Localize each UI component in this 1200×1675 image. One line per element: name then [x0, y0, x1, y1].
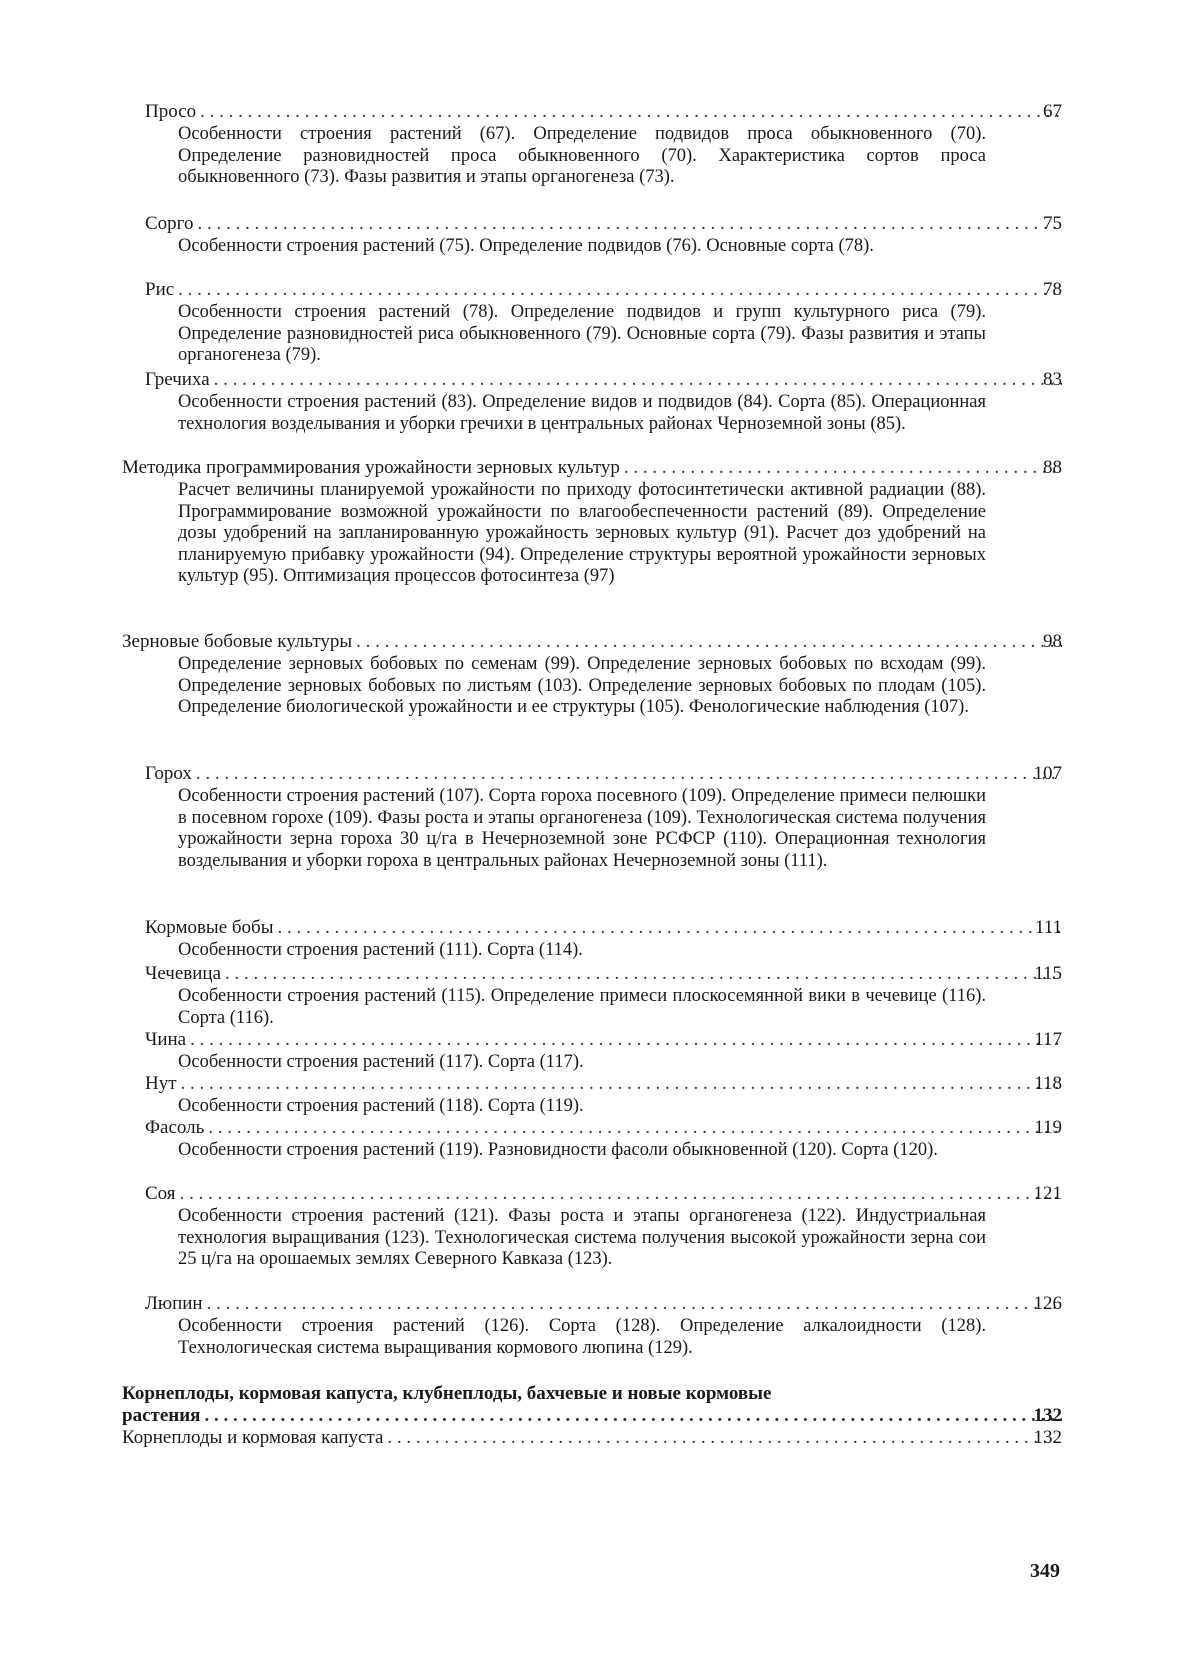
toc-entry[interactable]	[145, 916, 1062, 940]
entry-title: Чечевица	[145, 963, 222, 984]
entry-page: 78	[1043, 279, 1062, 300]
entry-page: 67	[1043, 101, 1062, 122]
entry-title: Просо	[145, 101, 197, 122]
entry-page: 111	[1034, 917, 1062, 938]
entry-description: Особенности строения растений (75). Определение подвидов (76). Основные сорта (78).	[178, 236, 874, 256]
dot-leader	[200, 100, 1062, 124]
toc-entry[interactable]	[145, 762, 1062, 786]
toc-entry[interactable]	[145, 1072, 1062, 1096]
entry-description: Особенности строения растений (126). Сорта (128). Определение алкалоидности (128). Технологическая система выращивания кормового люпина (129).	[178, 1316, 986, 1358]
dot-leader	[207, 1292, 1062, 1316]
toc-entry[interactable]	[122, 1426, 1062, 1450]
dot-leader	[190, 1028, 1062, 1052]
entry-title: Зерновые бобовые культуры	[122, 631, 353, 652]
entry-page: 132	[1033, 1427, 1062, 1448]
toc-entry[interactable]	[145, 212, 1062, 236]
entry-page: 117	[1034, 1029, 1062, 1050]
entry-title: Чина	[145, 1029, 187, 1050]
entry-description: Особенности строения растений (83). Определение видов и подвидов (84). Сорта (85). Операционная технология возделывания и уборки гречихи в центральных районах Черноземной зоны (85).	[178, 392, 986, 434]
entry-title: Рис	[145, 279, 175, 300]
entry-title: Сорго	[145, 213, 194, 234]
entry-page: 132	[1033, 1405, 1062, 1426]
entry-page: 115	[1034, 963, 1062, 984]
entry-page: 118	[1034, 1073, 1062, 1094]
entry-title: Горох	[145, 763, 192, 784]
entry-description: Особенности строения растений (115). Определение примеси плоскосемянной вики в чечевице (116). Сорта (116).	[178, 986, 986, 1028]
dot-leader	[208, 1116, 1062, 1140]
entry-page: 119	[1034, 1117, 1062, 1138]
entry-page: 83	[1043, 369, 1062, 390]
entry-description: Расчет величины планируемой урожайности по приходу фотосинтетически активной радиации (88). Программирование возможной урожайности по влагообеспеченности растений (89). Определение дозы удобрений на запланированную урожайность зерновых культур (91). Расчет доз удобрений на планируемую прибавку урожайности (94). Определение структуры вероятной урожайности зерновых культур (95). Оптимизация процессов фотосинтеза (97)	[178, 480, 986, 586]
dot-leader	[624, 456, 1062, 480]
toc-entry[interactable]	[145, 962, 1062, 986]
dot-leader	[196, 762, 1062, 786]
dot-leader	[180, 1182, 1062, 1206]
toc-entry[interactable]	[145, 1292, 1062, 1316]
entry-title: Методика программирования урожайности зерновых культур	[122, 457, 620, 478]
toc-entry[interactable]	[145, 368, 1062, 392]
entry-title: Соя	[145, 1183, 176, 1204]
dot-leader	[225, 962, 1062, 986]
entry-title: Фасоль	[145, 1117, 205, 1138]
entry-page: 88	[1043, 457, 1062, 478]
toc-entry[interactable]	[122, 456, 1062, 480]
dot-leader	[277, 916, 1062, 940]
dot-leader	[181, 1072, 1062, 1096]
toc-entry[interactable]	[145, 1182, 1062, 1206]
entry-title: Корнеплоды и кормовая капуста	[122, 1427, 384, 1448]
entry-page: 98	[1043, 631, 1062, 652]
entry-page: 126	[1033, 1293, 1062, 1314]
entry-page: 75	[1043, 213, 1062, 234]
toc-entry[interactable]	[122, 630, 1062, 654]
entry-description: Особенности строения растений (121). Фазы роста и этапы органогенеза (122). Индустриальная технология выращивания (123). Технологическая система получения высокой урожайности зерна сои 25 ц/га на орошаемых землях Северного Кавказа (123).	[178, 1206, 986, 1269]
entry-description: Особенности строения растений (118). Сорта (119).	[178, 1096, 584, 1116]
toc-entry[interactable]	[145, 1116, 1062, 1140]
entry-description: Особенности строения растений (117). Сорта (117).	[178, 1052, 584, 1072]
entry-description: Особенности строения растений (119). Разновидности фасоли обыкновенной (120). Сорта (120).	[178, 1140, 938, 1160]
entry-page: 107	[1033, 763, 1062, 784]
dot-leader	[387, 1426, 1062, 1450]
entry-title: Кормовые бобы	[145, 917, 274, 938]
toc-entry[interactable]	[145, 100, 1062, 124]
entry-title: растения	[122, 1405, 201, 1426]
toc-entry[interactable]	[145, 278, 1062, 302]
page-number: 349	[1030, 1560, 1060, 1582]
entry-page: 121	[1033, 1183, 1062, 1204]
entry-title: Нут	[145, 1073, 177, 1094]
dot-leader	[214, 368, 1062, 392]
dot-leader	[178, 278, 1062, 302]
dot-leader	[198, 212, 1063, 236]
entry-description: Особенности строения растений (67). Определение подвидов проса обыкновенного (70). Определение разновидностей проса обыкновенного (70). Характеристика сортов проса обыкновенного (73). Фазы развития и этапы органогенеза (73).	[178, 124, 986, 187]
entry-title: Люпин	[145, 1293, 203, 1314]
entry-description: Особенности строения растений (78). Определение подвидов и групп культурного риса (79). Определение разновидностей риса обыкновенного (79). Основные сорта (79). Фазы развития и этапы органогенеза (79).	[178, 302, 986, 365]
entry-description: Определение зерновых бобовых по семенам (99). Определение зерновых бобовых по всходам (99). Определение зерновых бобовых по листьям (103). Определение зерновых бобовых по плодам (105). Определение биологической урожайности и ее структуры (105). Фенологические наблюдения (107).	[178, 654, 986, 717]
entry-description: Особенности строения растений (107). Сорта гороха посевного (109). Определение примеси пелюшки в посевном горохе (109). Фазы роста и этапы органогенеза (109). Технологическая система получения урожайности зерна гороха 30 ц/га в Нечерноземной зоне РСФСР (110). Операционная технология возделывания и уборки гороха в центральных районах Нечерноземной зоны (111).	[178, 786, 986, 871]
toc-entry[interactable]	[122, 1404, 1062, 1428]
entry-description: Особенности строения растений (111). Сорта (114).	[178, 940, 583, 960]
entry-title: Гречиха	[145, 369, 210, 390]
dot-leader	[204, 1404, 1062, 1428]
dot-leader	[356, 630, 1062, 654]
section-heading-line1: Корнеплоды, кормовая капуста, клубнеплоды, бахчевые и новые кормовые	[122, 1383, 772, 1404]
toc-entry[interactable]	[145, 1028, 1062, 1052]
